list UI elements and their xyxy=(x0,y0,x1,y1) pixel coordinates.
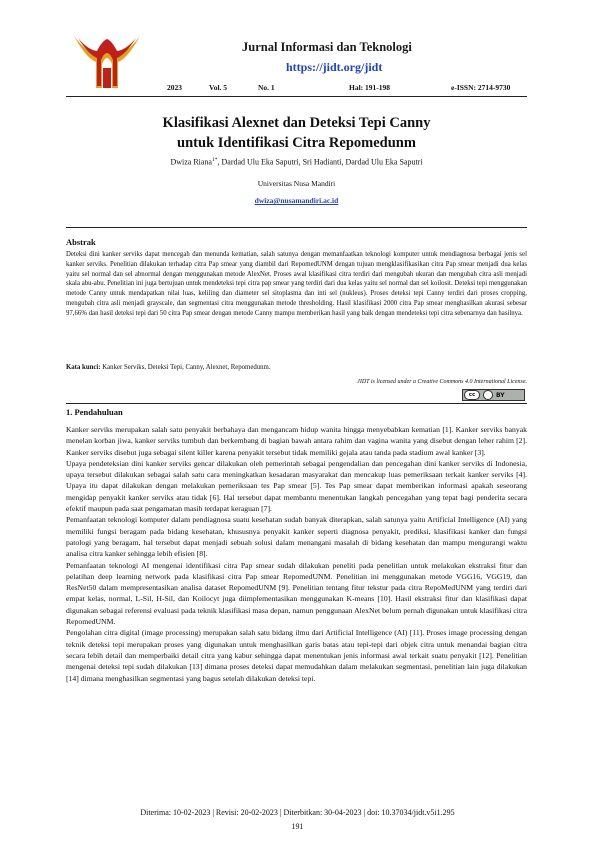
section-heading: 1. Pendahuluan xyxy=(66,407,123,417)
footer-dates-doi: Diterima: 10-02-2023 | Revisi: 20-02-2023 | Diterbitkan: 30-04-2023 | doi: 10.37034/jidt.v5i1.295 xyxy=(140,808,455,817)
keywords xyxy=(66,364,527,371)
meta-pages: Hal: 191-198 xyxy=(349,83,391,92)
journal-logo-icon xyxy=(72,32,142,90)
paragraph: Pengolahan citra digital (image processing) merupakan salah satu bidang ilmu dari Artificial Intelligence (AI) [11]. Proses image processing dengan teknik deteksi tepi merupakan proses yang digunakan untuk menghasilkan garis batas atau tepi-tepi dari objek citra untuk menandai bagian citra secara lebih detail dan memperbaiki detail citra yang kabur sehingga dapat menentukan jenis informasi awal terkait suatu penyakit [12]. Penelitian mengenai deteksi tepi sudah dilakukan [13] dimana proses deteksi dapat memudahkan dalam melakukan segmentasi, penelitian lain juga dilakukan [14] dimana menghasilkan segmentasi yang bagus setelah dilakukan deteksi tepi. xyxy=(66,628,527,683)
paper-title-line1: Klasifikasi Alexnet dan Deteksi Tepi Canny xyxy=(162,115,431,131)
affiliation: Universitas Nusa Mandiri xyxy=(257,179,336,188)
abstract-text: Deteksi dini kanker serviks dapat mencegah dan menunda kematian, salah satunya dengan memanfaatkan teknologi komputer untuk mendiagnosa berbagai jenis sel kanker serviks. Penelitian dilakukan terhadap citra Pap smear yang diambil dari RepomedUNM dengan tujuan mengklasifikasikan citra Pap smear menjadi dua kelas yaitu sel normal dan sel abnormal dengan menggunakan metode AlexNet. Proses awal klasifikasi citra terdiri dari mengubah ukuran dan mengubah citra asli menjadi skala abu-abu. Penelitian ini juga bertujuan untuk mendeteksi tepi citra pap smear yang terdiri dari dua kelas yaitu sel normal dan sel koilosit. Deteksi tepi menggunakan metode Canny untuk mendapatkan nilai luas, keliling dan diameter sel sitoplasma dan inti sel (nukleus). Proses deteksi tepi Canny terdiri dari proses cropping, mengubah citra asli menjadi grayscale, dan segmentasi citra menggunakan metode thresholding. Hasil klasifikasi 2000 citra Pap smear menghasilkan akurasi sebesar 97,66% dan hasil deteksi tepi dari 50 citra Pap smear dengan metode Canny mampu memberikan hasil yang baik dengan mendeteksi tepi citra sebenarnya dan hasilnya. xyxy=(66,251,527,317)
author-first: Dwiza Riana xyxy=(170,157,212,167)
abstract-top-divider xyxy=(66,227,527,228)
journal-meta-row xyxy=(0,83,595,95)
journal-title: Jurnal Informasi dan Teknologi xyxy=(242,40,412,54)
paragraph: Pemanfaatan teknologi komputer dalam pendiagnosa suatu kesehatan sudah banyak diterapkan, salah satunya yaitu Artificial Intelligence (AI) yang memiliki fungsi beragam pada bidang kesehatan, khususnya penyakit kanker seperti diagnosa penyakit, prediksi, klasifikasi kanker dan fungsi patologi yang beragam, hal tersebut dapat menjadi sebuah solusi dalam menangani masalah di bidang kesehatan dan mampu mengurangi waktu analisa citra kanker sehingga lebih efisien [8]. xyxy=(66,515,527,559)
paper-title-line2: untuk Identifikasi Citra Repomedunm xyxy=(177,135,416,151)
keywords-label: Kata kunci: xyxy=(66,364,101,371)
page-number: 191 xyxy=(291,822,304,831)
paragraph: Pemanfaatan teknologi AI mengenai identifikasi citra Pap smear sudah dilakukan peneliti pada penelitian untuk melakukan ekstraksi fitur dan pelatihan deep learning network pada klasifikasi citra Pap smear RepomedUNM. Penelitian ini menggunakan metode VGG16, VGG19, dan ResNet50 dalam mempresentasikan analisa dataset RepomedUNM [9]. Penelitian tentang fitur tekstur pada citra RepoMedUNM yang terdiri dari empat kelas, normal, L-Sil, H-Sil, dan Koilocyt juga diimplementasikan menggunakan K-means [10]. Hasil ekstraksi fitur dan klasifikasi dapat digunakan sebagai referensi evaluasi pada teknik klasifikasi masa depan, namun penggunaan AlexNet belum pernah digunakan untuk klasifikasi citra RepomedUNM. xyxy=(66,560,527,627)
paragraph: Upaya pendeteksian dini kanker serviks gencar dilakukan oleh pemerintah sebagai pengendalian dan pencegahan dini kanker serviks di Indonesia, upaya tersebut dilakukan sebagai salah satu cara meningkatkan kesadaran masyarakat dan mencakup luas pemeriksaan terkait kanker serviks [4]. Upaya itu dapat dilakukan dengan melakukan pemeriksaan tes Pap smear [5]. Tes Pap smear dapat memberikan informasi apakah seseorang mengidap penyakit kanker serviks atau tidak [6]. Hal tersebut dapat membantu menentukan langkah pencegahan yang tepat bagi penderita secara efektif maupun pada saat pengamatan masih terdapat keraguan [7]. xyxy=(66,458,527,514)
abstract-bottom-divider xyxy=(66,403,527,404)
author-first-mark: 1* xyxy=(211,157,218,163)
journal-url-link[interactable]: https://jidt.org/jidt xyxy=(286,60,383,74)
abstract-heading: Abstrak xyxy=(66,237,96,247)
section-body xyxy=(66,424,527,684)
license-notice: JIDT is licensed under a Creative Commons 4.0 International License. xyxy=(357,379,527,385)
meta-year: 2023 xyxy=(167,83,182,92)
author-list xyxy=(66,157,527,167)
meta-volume: Vol. 5 xyxy=(209,83,228,92)
cc-by-label: BY xyxy=(496,391,505,399)
paragraph: Kanker serviks merupakan salah satu penyakit berbahaya dan mengancam hidup wanita hingga menyebabkan kematian [1]. Kanker serviks banyak menelan korban jiwa, kanker serviks tumbuh dan berkembang di bagian bawah antara rahim dan vagina wanita yang disebut dengan leher rahim [2]. Kanker serviks disebut juga sebagai silent killer karena penyakit tersebut tidak memiliki gejala atau tanda pada stadium awal kanker [3]. xyxy=(66,425,527,457)
meta-issn: e-ISSN: 2714-9730 xyxy=(451,83,511,92)
author-email-link[interactable]: dwiza@nusamandiri.ac.id xyxy=(254,196,339,205)
meta-number: No. 1 xyxy=(258,83,275,92)
keywords-text: Kanker Serviks, Deteksi Tepi, Canny, Alexnet, Repomedunm. xyxy=(100,364,271,371)
cc-license-badge[interactable] xyxy=(462,389,525,401)
attribution-person-icon xyxy=(483,390,493,400)
authors-rest: , Dardad Ulu Eka Saputri, Sri Hadianti, Dardad Ulu Eka Saputri xyxy=(217,157,423,167)
header-divider xyxy=(66,96,527,97)
cc-icon: cc xyxy=(464,390,480,400)
